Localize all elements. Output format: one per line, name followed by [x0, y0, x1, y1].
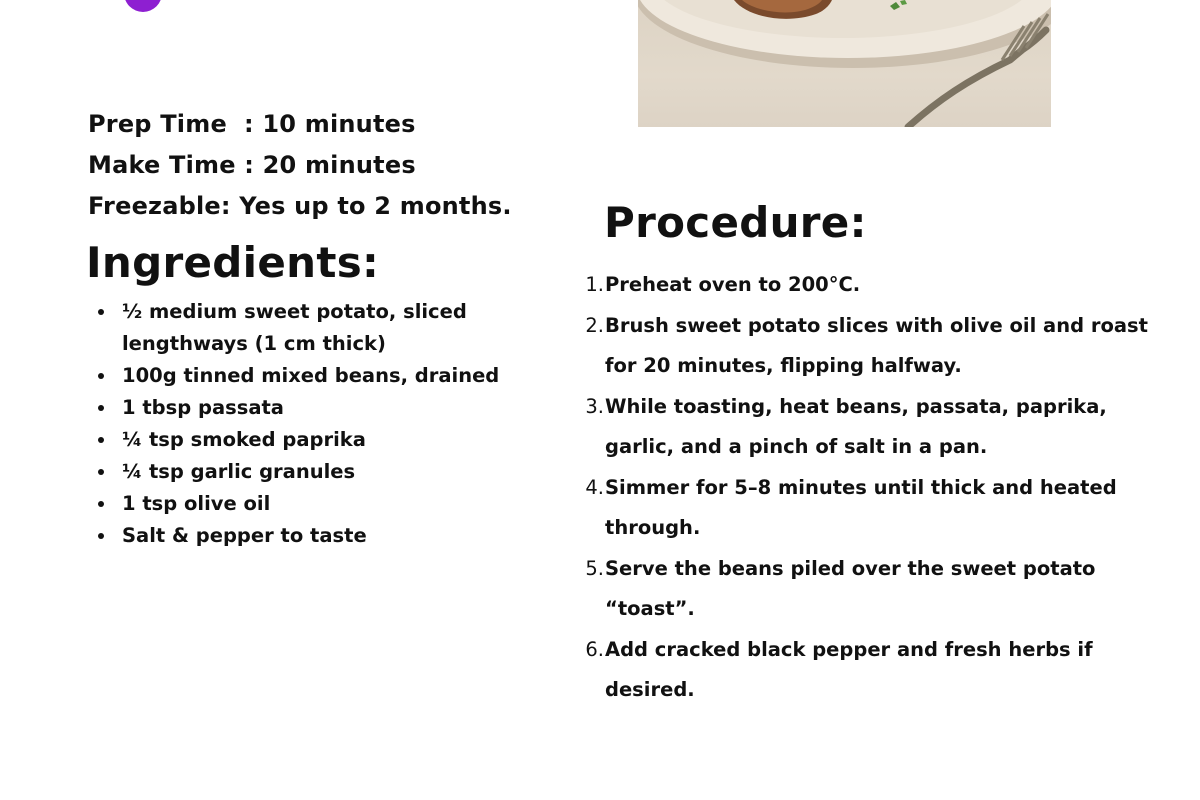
bullet-icon: [98, 309, 104, 315]
brand-dot: [124, 0, 162, 12]
procedure-list: [574, 265, 1174, 711]
list-item: [96, 296, 566, 360]
list-item: [96, 488, 566, 520]
step-text: Brush sweet potato slices with olive oil and roast for 20 minutes, flipping halfway.: [605, 313, 1148, 377]
ingredient-text: 1 tsp olive oil: [122, 492, 271, 515]
ingredients-heading: Ingredients:: [86, 238, 380, 287]
step-text: Simmer for 5–8 minutes until thick and heated through.: [605, 475, 1117, 539]
procedure-step: [574, 549, 1174, 630]
ingredients-list: [96, 296, 566, 552]
list-item: [96, 424, 566, 456]
step-number: 2.: [585, 313, 604, 337]
procedure-step: [574, 468, 1174, 549]
ingredient-text: ¼ tsp garlic granules: [122, 460, 356, 483]
bullet-icon: [98, 501, 104, 507]
bullet-icon: [98, 469, 104, 475]
step-number: 3.: [585, 394, 604, 418]
ingredient-text: 100g tinned mixed beans, drained: [122, 364, 500, 387]
procedure-step: [574, 387, 1174, 468]
procedure-heading: Procedure:: [604, 198, 867, 247]
list-item: [96, 520, 566, 552]
prep-time: Prep Time : 10 minutes: [88, 110, 416, 138]
make-time: Make Time : 20 minutes: [88, 151, 416, 179]
step-text: While toasting, heat beans, passata, paprika, garlic, and a pinch of salt in a pan.: [605, 394, 1107, 458]
procedure-step: [574, 630, 1174, 711]
recipe-meta: [88, 104, 512, 227]
list-item: [96, 456, 566, 488]
procedure-step: [574, 265, 1174, 306]
ingredient-text: Salt & pepper to taste: [122, 524, 367, 547]
bullet-icon: [98, 437, 104, 443]
list-item: [96, 392, 566, 424]
recipe-photo: [638, 0, 1051, 127]
step-number: 6.: [585, 637, 604, 661]
step-text: Add cracked black pepper and fresh herbs if desired.: [605, 637, 1093, 701]
ingredient-text: ½ medium sweet potato, sliced lengthways (1 cm thick): [122, 300, 467, 355]
ingredient-text: 1 tbsp passata: [122, 396, 284, 419]
bullet-icon: [98, 405, 104, 411]
freezable-info: Freezable: Yes up to 2 months.: [88, 192, 512, 220]
procedure-step: [574, 306, 1174, 387]
step-number: 4.: [585, 475, 604, 499]
bullet-icon: [98, 373, 104, 379]
ingredient-text: ¼ tsp smoked paprika: [122, 428, 366, 451]
step-text: Serve the beans piled over the sweet potato “toast”.: [605, 556, 1096, 620]
list-item: [96, 360, 566, 392]
bullet-icon: [98, 533, 104, 539]
step-number: 5.: [585, 556, 604, 580]
step-text: Preheat oven to 200°C.: [605, 273, 861, 296]
step-number: 1.: [585, 273, 604, 296]
